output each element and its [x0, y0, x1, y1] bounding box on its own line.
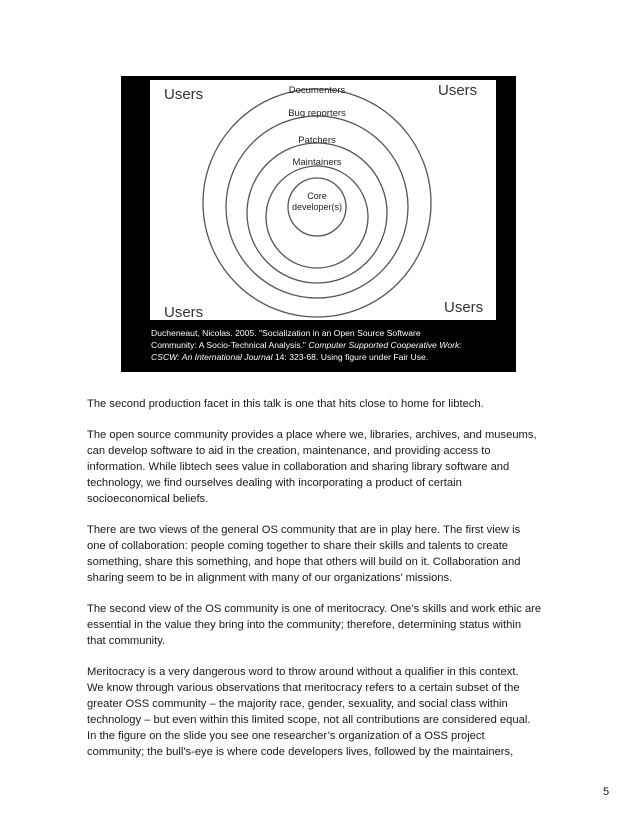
caption-line-2 [151, 339, 513, 351]
core-label [282, 191, 352, 213]
paragraph-3: There are two views of the general OS community that are in play here. The first view is one of collaboration: people coming together to share their skills and talents to create something, share this something, and hope that others will build on it. Collaboration and sharing seem to be in alignment with many of our organizations’ missions. [87, 524, 521, 584]
users-label-top-left: Users [164, 86, 204, 103]
users-label-bottom-right: Users [444, 299, 484, 316]
figure-caption [151, 327, 513, 363]
ring-label-bug-reporters: Bug reporters [288, 108, 346, 119]
ring-label-maintainers: Maintainers [292, 157, 342, 168]
ring-maintainers [266, 166, 368, 268]
caption-line-1: Ducheneaut, Nicolas. 2005. "Socialization in an Open Source Software [151, 328, 421, 338]
caption-line-3-italic: CSCW: An International Journal [151, 352, 273, 362]
paragraph-4: The second view of the OS community is one of meritocracy. One’s skills and work ethic are essential in the value they bring into the community; therefore, determining status within that community. [87, 603, 542, 647]
caption-line-2-italic: Computer Supported Cooperative Work: [308, 340, 462, 350]
paragraph-1: The second production facet in this talk is one that hits close to home for libtech. [87, 398, 484, 410]
ring-label-documenters: Documenters [288, 85, 346, 96]
users-label-top-right: Users [438, 82, 478, 99]
body-text [87, 396, 557, 775]
onion-diagram [150, 80, 496, 320]
caption-line-3 [151, 351, 513, 363]
page-number: 5 [603, 786, 610, 798]
paragraph-2: The open source community provides a place where we, libraries, archives, and museums, can develop software to aid in the creation, maintenance, and providing access to information. While libtech sees value in collaboration and sharing library software and technology, we find ourselves dealing with incorporating a product of certain socioeconomical beliefs. [87, 429, 537, 505]
slide-figure [121, 76, 516, 372]
caption-line-2-plain: Community: A Socio-Technical Analysis." [151, 340, 309, 350]
core-label-line-1: Core [307, 191, 327, 201]
paragraph-5: Meritocracy is a very dangerous word to throw around without a qualifier in this context. We know through various observations that meritocracy refers to a certain subset of the greater OSS community – the majority race, gender, sexuality, and social class within technology – but even within this limited scope, not all contributions are considered equal. In the figure on the slide you see one researcher’s organization of a OSS project community; the bull's-eye is where code developers lives, followed by the maintainers, [87, 666, 531, 758]
core-label-line-2: developer(s) [291, 202, 343, 212]
users-label-bottom-left: Users [164, 304, 204, 320]
caption-line-3-plain: 14: 323-68. Using figure under Fair Use. [272, 352, 429, 362]
ring-label-patchers: Patchers [298, 135, 336, 146]
